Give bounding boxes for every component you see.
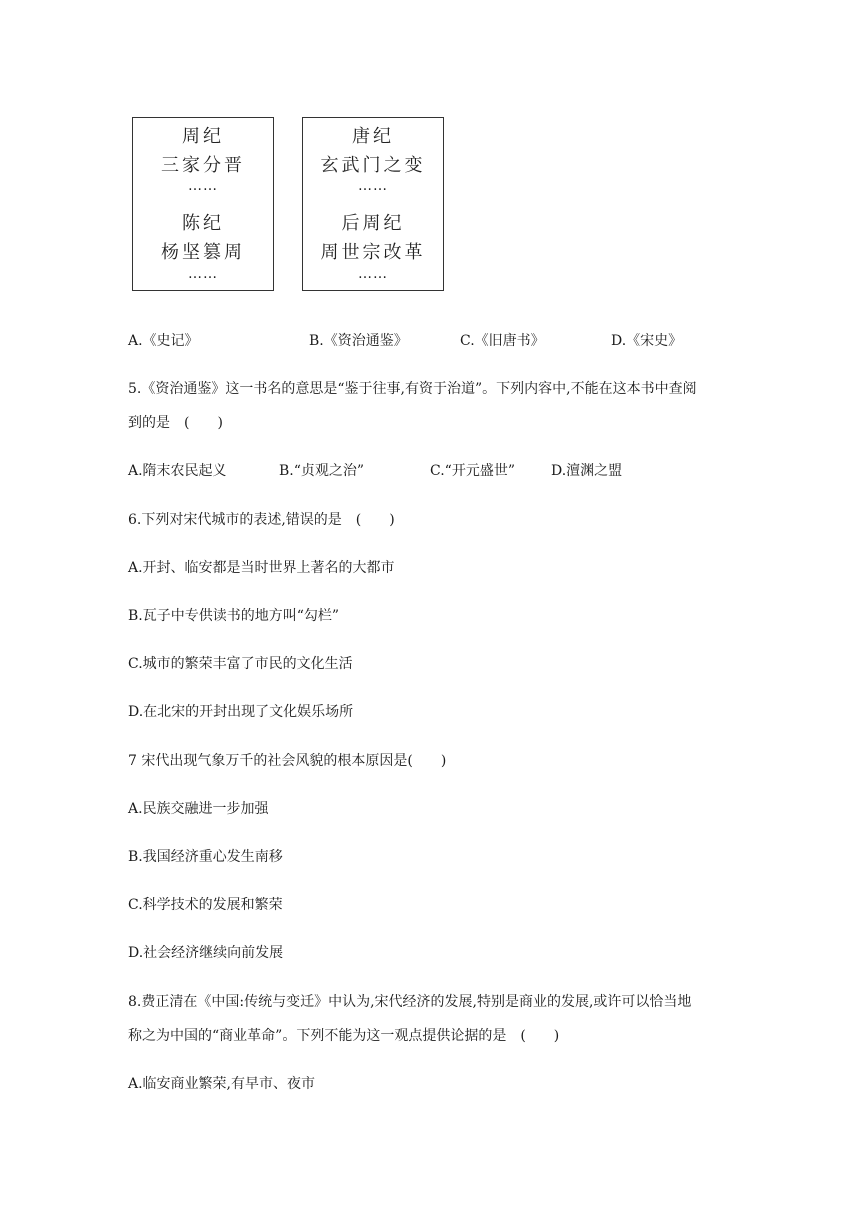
q4-option-c: C.《旧唐书》 [460,333,545,349]
q7-option-c: C.科学技术的发展和繁荣 [128,897,283,913]
figure-box-1 [132,117,274,291]
box2-line: 唐纪 [352,126,394,147]
q6-option-d: D.在北宋的开封出现了文化娱乐场所 [128,704,354,720]
box1-line: …… [188,178,218,194]
figure-box-2 [302,117,444,291]
q5-option-b: B.“贞观之治” [279,463,365,479]
box2-line: …… [358,178,388,194]
box1-line: 三家分晋 [161,155,245,176]
q6-stem: 6.下列对宋代城市的表述,错误的是 ( ) [128,512,395,528]
q4-option-d: D.《宋史》 [611,333,683,349]
q8-option-a: A.临安商业繁荣,有早市、夜市 [128,1076,316,1092]
q5-stem-line1: 5.《资治通鉴》这一书名的意思是“鉴于往事,有资于治道”。下列内容中,不能在这本书中查阅 [128,381,697,397]
q8-stem-line2: 称之为中国的“商业革命”。下列不能为这一观点提供论据的是 ( ) [128,1028,560,1044]
q7-stem: 7 宋代出现气象万千的社会风貌的根本原因是( ) [128,753,447,769]
q6-option-a: A.开封、临安都是当时世界上著名的大都市 [128,560,395,576]
box1-line: 杨坚篡周 [161,242,245,263]
q7-option-a: A.民族交融进一步加强 [128,801,269,817]
box2-line: …… [358,266,388,282]
q6-option-c: C.城市的繁荣丰富了市民的文化生活 [128,656,353,672]
q7-option-b: B.我国经济重心发生南移 [128,849,283,865]
q8-stem-line1: 8.费正清在《中国:传统与变迁》中认为,宋代经济的发展,特别是商业的发展,或许可以恰当地 [128,994,692,1010]
q5-option-d: D.澶渊之盟 [551,463,623,479]
q5-option-c: C.“开元盛世” [430,463,515,479]
box1-line: …… [188,266,218,282]
box2-line: 玄武门之变 [320,155,426,176]
q5-stem-line2: 到的是 ( ) [128,415,223,431]
box2-line: 周世宗改革 [320,242,426,263]
box1-line: 陈纪 [182,213,224,234]
q4-option-b: B.《资治通鉴》 [309,333,408,349]
q6-option-b: B.瓦子中专供读书的地方叫“勾栏” [128,608,340,624]
q7-option-d: D.社会经济继续向前发展 [128,945,284,961]
q4-option-a: A.《史记》 [128,333,199,349]
q5-option-a: A.隋末农民起义 [128,463,227,479]
box1-line: 周纪 [182,126,224,147]
box2-line: 后周纪 [341,213,405,234]
